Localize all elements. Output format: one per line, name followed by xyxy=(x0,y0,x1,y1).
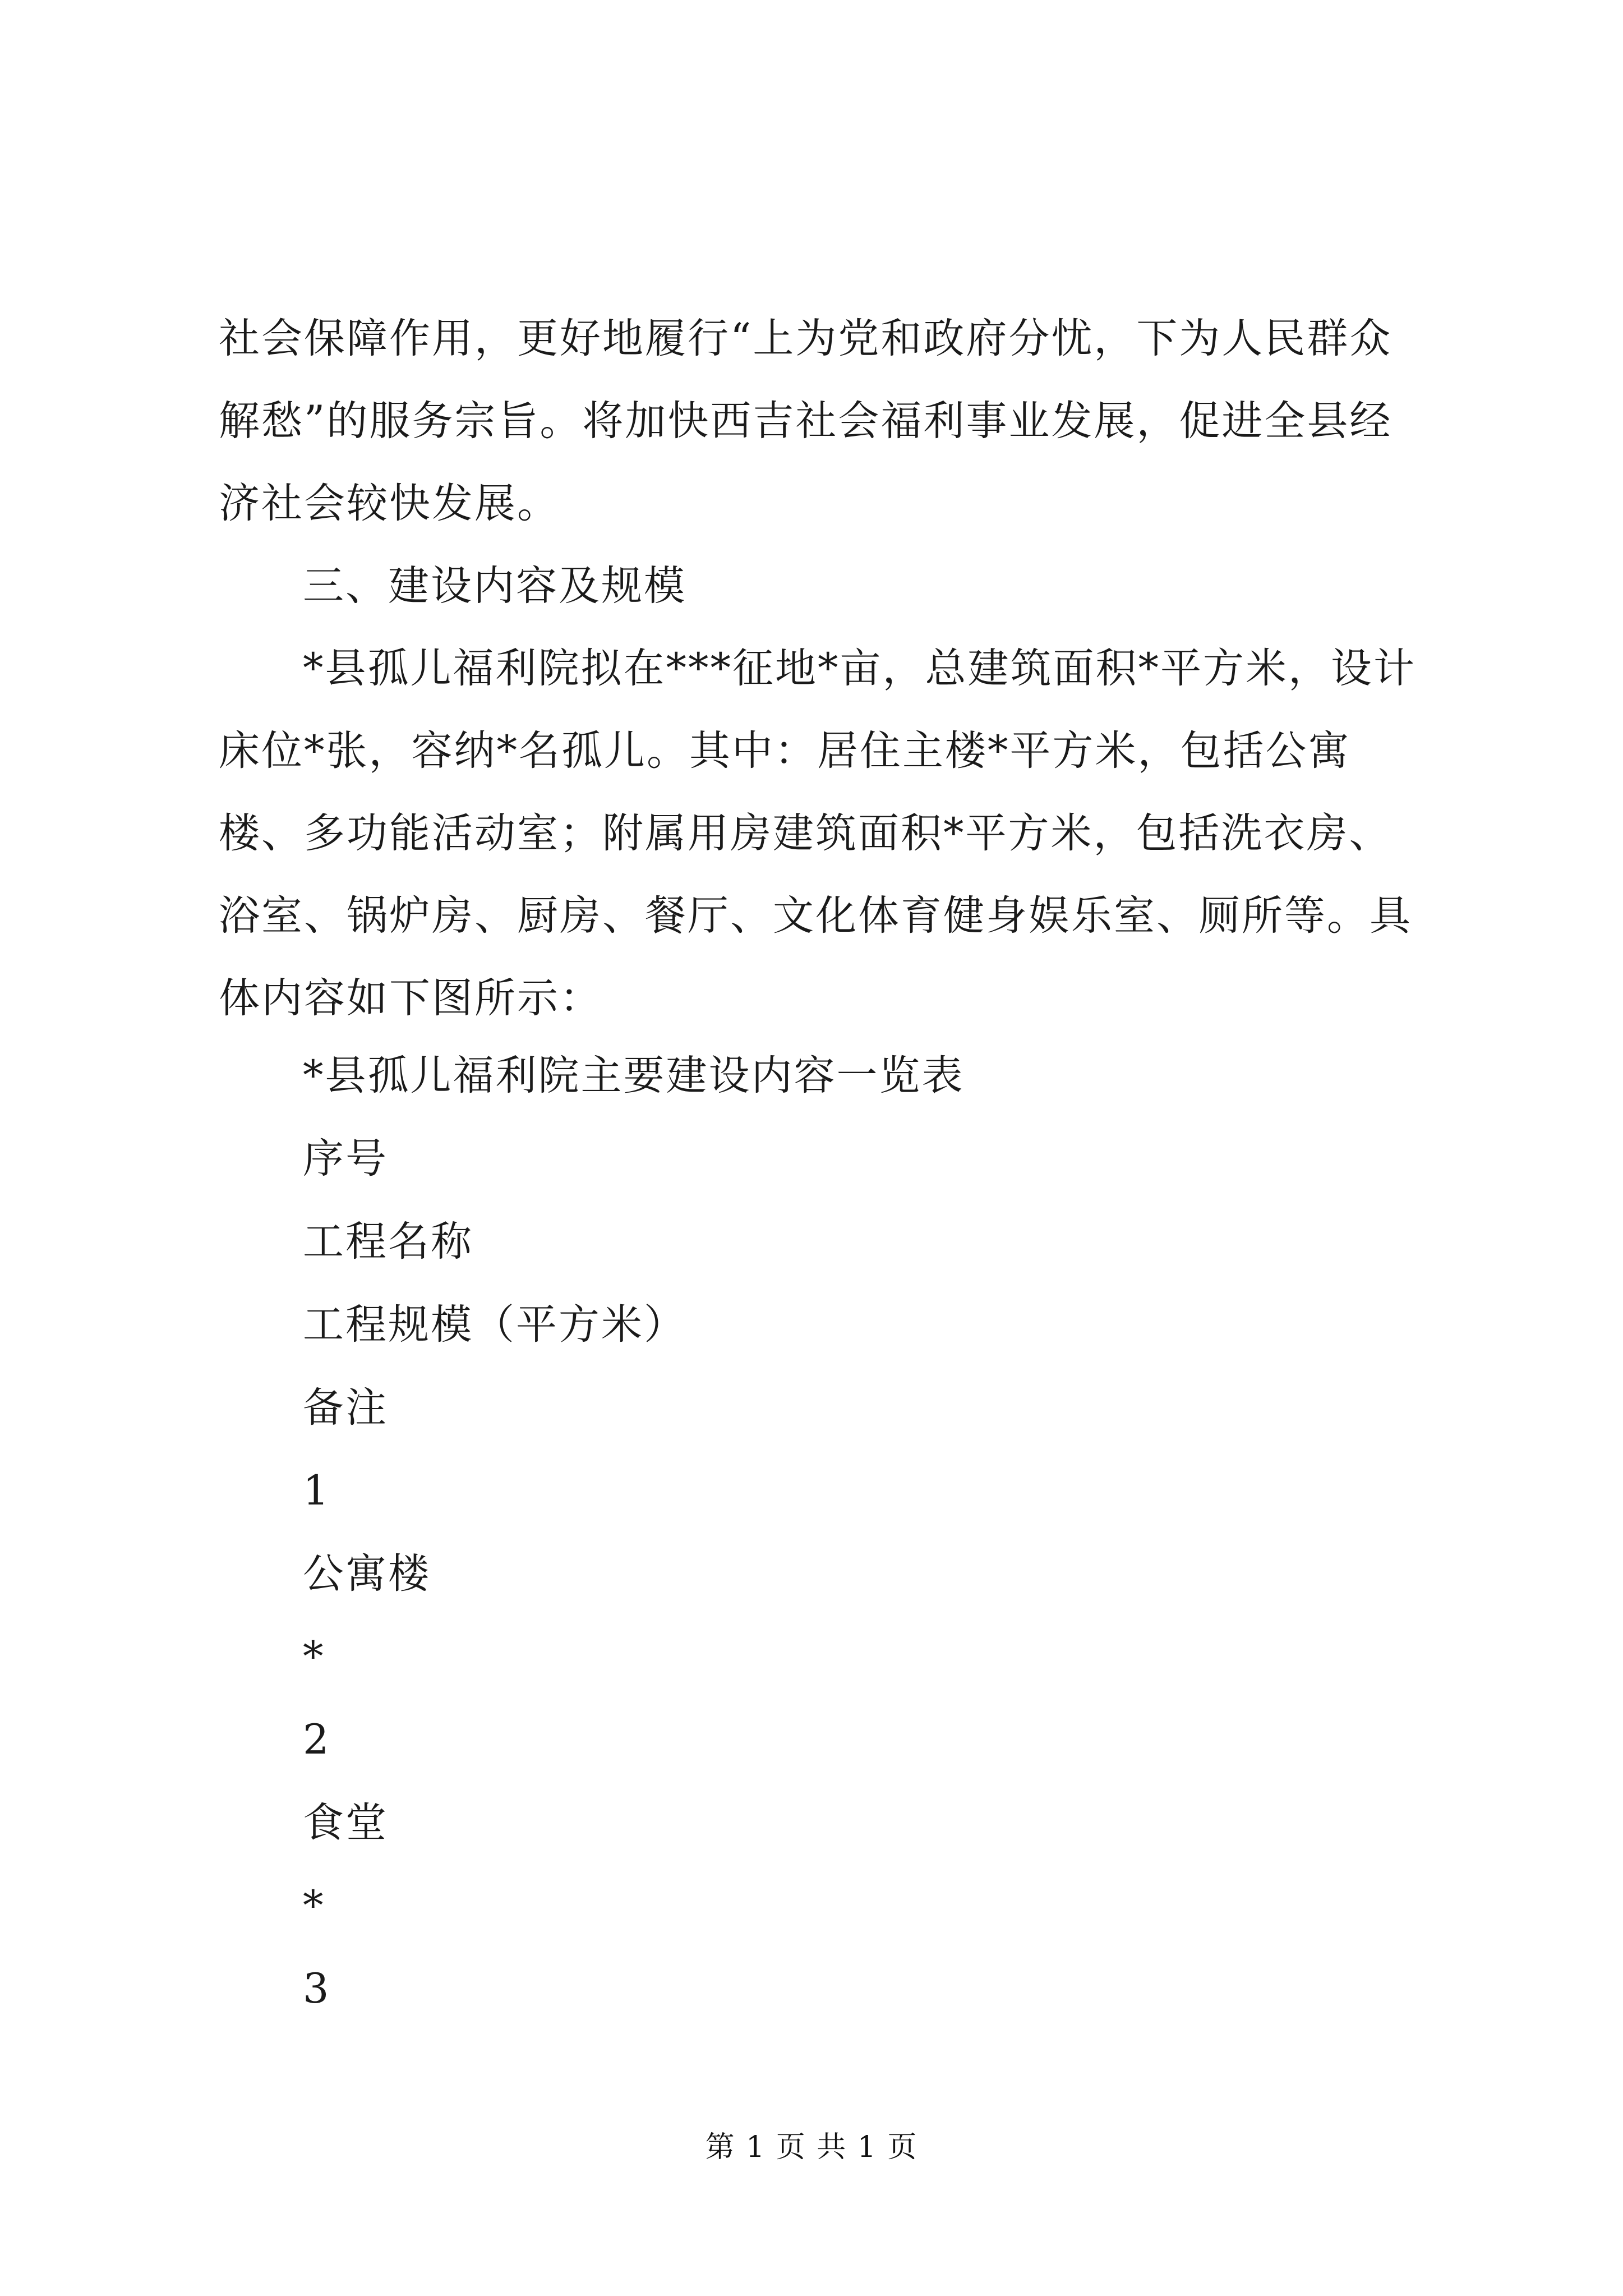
table-header-scale: 工程规模（平方米） xyxy=(303,1301,686,1349)
table-cell-scale: * xyxy=(303,1882,325,1930)
table-header-name: 工程名称 xyxy=(303,1218,473,1266)
table-cell-scale: * xyxy=(303,1633,325,1681)
table-header-no: 序号 xyxy=(303,1135,388,1182)
table-caption: *县孤儿福利院主要建设内容一览表 xyxy=(303,1052,965,1099)
body-paragraphs xyxy=(219,297,1419,1039)
section-heading: 三、建设内容及规模 xyxy=(303,562,686,610)
paragraph-construction-scale: *县孤儿福利院拟在***征地*亩，总建筑面积*平方米，设计床位*张，容纳*名孤儿。其中：居住主楼*平方米，包括公寓楼、多功能活动室；附属用房建筑面积*平方米，包括洗衣房、浴室、锅炉房、厨房、餐厅、文化体育健身娱乐室、厕所等。具体内容如下图所示： xyxy=(219,645,1416,1022)
table-cell-name: 公寓楼 xyxy=(303,1550,431,1598)
table-header-remark: 备注 xyxy=(303,1384,388,1432)
paragraph-continuation: 社会保障作用，更好地履行“上为党和政府分忧，下为人民群众解愁”的服务宗旨。将加快西吉社会福利事业发展，促进全县经济社会较快发展。 xyxy=(219,315,1393,527)
table-cell-no: 1 xyxy=(303,1467,331,1515)
page-footer: 第 1 页 共 1 页 xyxy=(705,2131,918,2164)
table-cell-no: 3 xyxy=(303,1965,331,2013)
table-cell-name: 食堂 xyxy=(303,1799,388,1847)
table-cell-no: 2 xyxy=(303,1716,331,1764)
